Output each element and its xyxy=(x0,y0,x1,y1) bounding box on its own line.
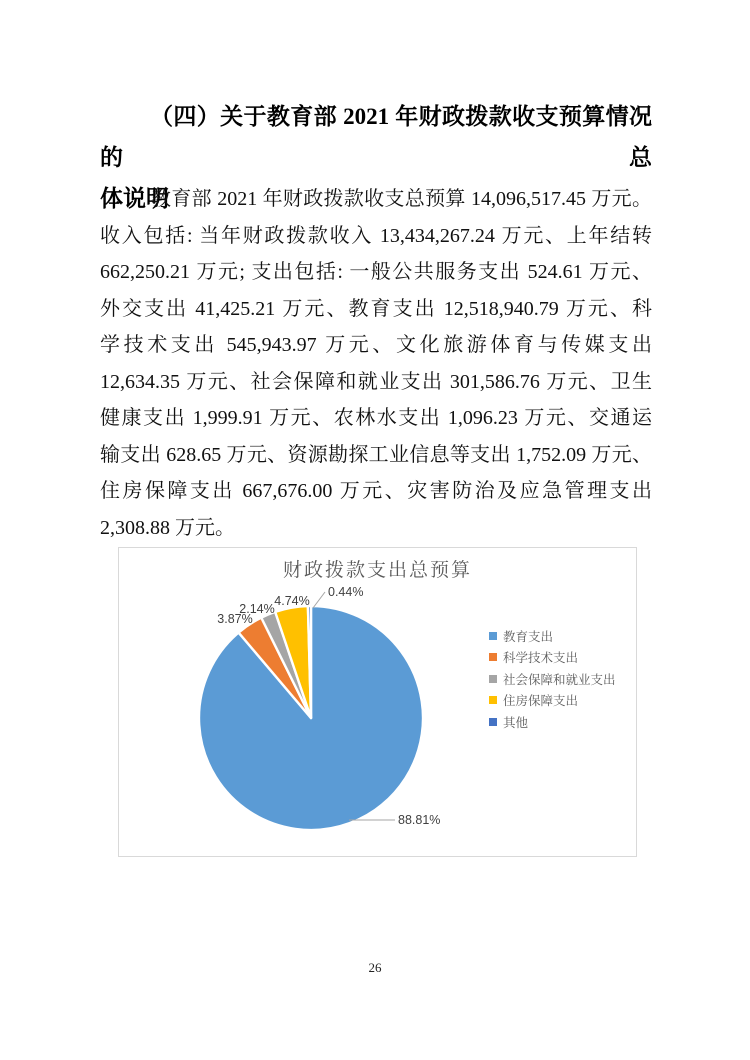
section-heading-line: 体说明 xyxy=(100,186,169,211)
paragraph-line: 学技术支出 545,943.97 万元、文化旅游体育与传媒支出 xyxy=(100,334,652,356)
slice-percentage-label: 3.87% xyxy=(217,612,253,626)
paragraph-line: 住房保障支出 667,676.00 万元、灾害防治及应急管理支出 xyxy=(100,480,652,502)
page-number: 26 xyxy=(368,960,382,975)
slice-percentage-label: 88.81% xyxy=(398,813,441,827)
legend-label: 住房保障支出 xyxy=(503,694,579,709)
paragraph-line: 12,634.35 万元、社会保障和就业支出 301,586.76 万元、卫生 xyxy=(100,370,652,393)
paragraph-line: 662,250.21 万元; 支出包括: 一般公共服务支出 524.61 万元、 xyxy=(100,261,652,283)
paragraph-line: 教育部 2021 年财政拨款收支总预算 14,096,517.45 万元。 xyxy=(151,188,652,210)
legend-item xyxy=(489,668,616,690)
chart-legend xyxy=(489,625,616,733)
slice-percentage-label: 4.74% xyxy=(274,594,310,608)
paragraph-line: 输支出 628.65 万元、资源勘探工业信息等支出 1,752.09 万元、 xyxy=(100,443,652,466)
chart-title: 财政拨款支出总预算 xyxy=(282,560,472,581)
legend-item xyxy=(489,625,616,647)
legend-swatch-icon xyxy=(489,653,497,661)
legend-swatch-icon xyxy=(489,675,497,683)
legend-item xyxy=(489,647,616,669)
section-heading-line: （四）关于教育部 2021 年财政拨款收支预算情况的总 xyxy=(100,104,652,170)
legend-label: 科学技术支出 xyxy=(503,651,579,666)
legend-swatch-icon xyxy=(489,696,497,704)
legend-item xyxy=(489,690,616,712)
legend-label: 教育支出 xyxy=(503,629,554,644)
legend-label: 社会保障和就业支出 xyxy=(503,672,616,687)
legend-swatch-icon xyxy=(489,718,497,726)
paragraph-line: 收入包括: 当年财政拨款收入 13,434,267.24 万元、上年结转 xyxy=(100,224,652,247)
legend-item xyxy=(489,711,616,733)
pie-chart-figure xyxy=(118,547,637,857)
paragraph-line: 2,308.88 万元。 xyxy=(100,516,235,539)
body-paragraph xyxy=(100,181,652,546)
slice-percentage-label: 2.14% xyxy=(239,602,275,616)
paragraph-line: 外交支出 41,425.21 万元、教育支出 12,518,940.79 万元、科 xyxy=(100,297,652,320)
legend-swatch-icon xyxy=(489,632,497,640)
paragraph-line: 健康支出 1,999.91 万元、农林水支出 1,096.23 万元、交通运 xyxy=(100,407,652,429)
legend-label: 其他 xyxy=(503,715,529,730)
slice-percentage-label: 0.44% xyxy=(328,585,364,599)
